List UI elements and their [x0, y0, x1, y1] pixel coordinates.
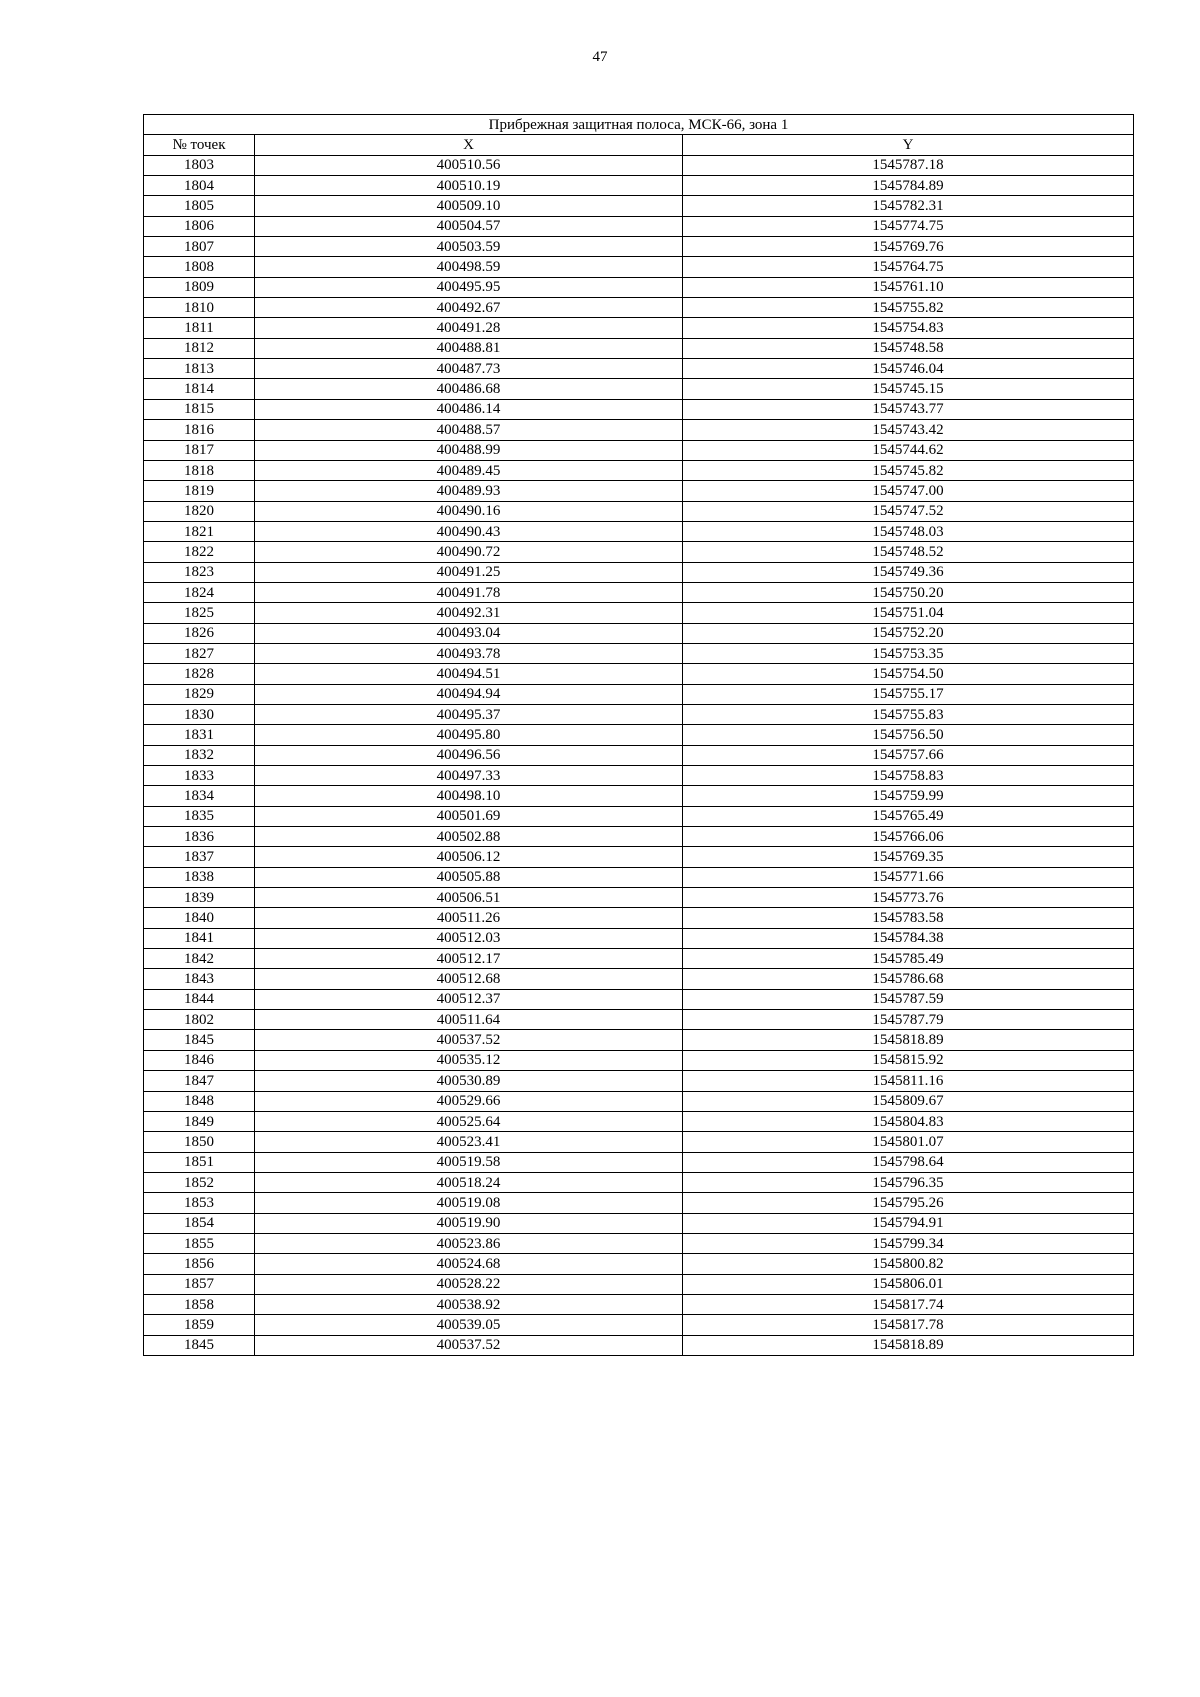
- x-cell: 400497.33: [255, 766, 683, 786]
- table-row: [144, 643, 1134, 663]
- y-cell: 1545755.17: [683, 684, 1134, 704]
- y-cell: 1545755.82: [683, 298, 1134, 318]
- x-cell: 400510.56: [255, 155, 683, 175]
- point-number-cell: 1842: [144, 949, 255, 969]
- point-number-cell: 1814: [144, 379, 255, 399]
- table-header-row: [144, 135, 1134, 155]
- x-cell: 400525.64: [255, 1111, 683, 1131]
- y-cell: 1545743.77: [683, 399, 1134, 419]
- x-cell: 400493.04: [255, 623, 683, 643]
- x-cell: 400489.93: [255, 481, 683, 501]
- table-row: [144, 420, 1134, 440]
- point-number-cell: 1854: [144, 1213, 255, 1233]
- point-number-cell: 1810: [144, 298, 255, 318]
- point-number-cell: 1832: [144, 745, 255, 765]
- x-cell: 400519.58: [255, 1152, 683, 1172]
- point-number-cell: 1839: [144, 888, 255, 908]
- x-cell: 400490.43: [255, 521, 683, 541]
- point-number-cell: 1836: [144, 827, 255, 847]
- table-row: [144, 257, 1134, 277]
- point-number-cell: 1855: [144, 1233, 255, 1253]
- y-cell: 1545745.82: [683, 460, 1134, 480]
- y-cell: 1545747.00: [683, 481, 1134, 501]
- x-cell: 400501.69: [255, 806, 683, 826]
- y-cell: 1545743.42: [683, 420, 1134, 440]
- point-number-cell: 1819: [144, 481, 255, 501]
- table-row: [144, 989, 1134, 1009]
- y-cell: 1545786.68: [683, 969, 1134, 989]
- y-cell: 1545817.78: [683, 1315, 1134, 1335]
- point-number-cell: 1823: [144, 562, 255, 582]
- table-row: [144, 216, 1134, 236]
- x-cell: 400498.59: [255, 257, 683, 277]
- table-row: [144, 1010, 1134, 1030]
- x-cell: 400509.10: [255, 196, 683, 216]
- y-cell: 1545749.36: [683, 562, 1134, 582]
- x-cell: 400486.14: [255, 399, 683, 419]
- table-row: [144, 338, 1134, 358]
- y-cell: 1545804.83: [683, 1111, 1134, 1131]
- point-number-cell: 1803: [144, 155, 255, 175]
- y-cell: 1545784.38: [683, 928, 1134, 948]
- point-number-cell: 1856: [144, 1254, 255, 1274]
- x-cell: 400510.19: [255, 176, 683, 196]
- table-row: [144, 582, 1134, 602]
- point-number-cell: 1835: [144, 806, 255, 826]
- column-header-point-number: № точек: [144, 135, 255, 155]
- point-number-cell: 1853: [144, 1193, 255, 1213]
- x-cell: 400506.12: [255, 847, 683, 867]
- point-number-cell: 1858: [144, 1294, 255, 1314]
- table-row: [144, 867, 1134, 887]
- table-row: [144, 1172, 1134, 1192]
- table-body: [144, 155, 1134, 1355]
- y-cell: 1545787.18: [683, 155, 1134, 175]
- table-row: [144, 1213, 1134, 1233]
- y-cell: 1545785.49: [683, 949, 1134, 969]
- x-cell: 400495.95: [255, 277, 683, 297]
- point-number-cell: 1834: [144, 786, 255, 806]
- table-row: [144, 786, 1134, 806]
- x-cell: 400523.86: [255, 1233, 683, 1253]
- table-row: [144, 562, 1134, 582]
- table-row: [144, 908, 1134, 928]
- table-row: [144, 806, 1134, 826]
- y-cell: 1545764.75: [683, 257, 1134, 277]
- x-cell: 400539.05: [255, 1315, 683, 1335]
- y-cell: 1545784.89: [683, 176, 1134, 196]
- y-cell: 1545755.83: [683, 704, 1134, 724]
- y-cell: 1545744.62: [683, 440, 1134, 460]
- y-cell: 1545746.04: [683, 359, 1134, 379]
- point-number-cell: 1828: [144, 664, 255, 684]
- table-row: [144, 949, 1134, 969]
- point-number-cell: 1845: [144, 1335, 255, 1355]
- point-number-cell: 1846: [144, 1050, 255, 1070]
- point-number-cell: 1806: [144, 216, 255, 236]
- y-cell: 1545798.64: [683, 1152, 1134, 1172]
- y-cell: 1545782.31: [683, 196, 1134, 216]
- point-number-cell: 1845: [144, 1030, 255, 1050]
- y-cell: 1545769.76: [683, 237, 1134, 257]
- x-cell: 400496.56: [255, 745, 683, 765]
- table-title: Прибрежная защитная полоса, МСК-66, зона 1: [144, 115, 1134, 135]
- x-cell: 400523.41: [255, 1132, 683, 1152]
- table-row: [144, 603, 1134, 623]
- y-cell: 1545752.20: [683, 623, 1134, 643]
- x-cell: 400494.94: [255, 684, 683, 704]
- table-row: [144, 542, 1134, 562]
- x-cell: 400490.72: [255, 542, 683, 562]
- x-cell: 400489.45: [255, 460, 683, 480]
- point-number-cell: 1851: [144, 1152, 255, 1172]
- table-row: [144, 318, 1134, 338]
- point-number-cell: 1852: [144, 1172, 255, 1192]
- x-cell: 400498.10: [255, 786, 683, 806]
- y-cell: 1545748.58: [683, 338, 1134, 358]
- y-cell: 1545809.67: [683, 1091, 1134, 1111]
- y-cell: 1545806.01: [683, 1274, 1134, 1294]
- point-number-cell: 1843: [144, 969, 255, 989]
- table-row: [144, 1254, 1134, 1274]
- point-number-cell: 1837: [144, 847, 255, 867]
- table-row: [144, 766, 1134, 786]
- x-cell: 400491.78: [255, 582, 683, 602]
- point-number-cell: 1838: [144, 867, 255, 887]
- table-row: [144, 1315, 1134, 1335]
- y-cell: 1545795.26: [683, 1193, 1134, 1213]
- x-cell: 400511.26: [255, 908, 683, 928]
- table-row: [144, 359, 1134, 379]
- point-number-cell: 1849: [144, 1111, 255, 1131]
- table-title-row: [144, 115, 1134, 135]
- table-row: [144, 847, 1134, 867]
- point-number-cell: 1811: [144, 318, 255, 338]
- y-cell: 1545754.83: [683, 318, 1134, 338]
- point-number-cell: 1807: [144, 237, 255, 257]
- y-cell: 1545765.49: [683, 806, 1134, 826]
- x-cell: 400511.64: [255, 1010, 683, 1030]
- point-number-cell: 1824: [144, 582, 255, 602]
- x-cell: 400504.57: [255, 216, 683, 236]
- table-row: [144, 1030, 1134, 1050]
- y-cell: 1545747.52: [683, 501, 1134, 521]
- table-row: [144, 1335, 1134, 1355]
- y-cell: 1545818.89: [683, 1335, 1134, 1355]
- y-cell: 1545773.76: [683, 888, 1134, 908]
- x-cell: 400537.52: [255, 1335, 683, 1355]
- point-number-cell: 1840: [144, 908, 255, 928]
- y-cell: 1545759.99: [683, 786, 1134, 806]
- point-number-cell: 1822: [144, 542, 255, 562]
- point-number-cell: 1850: [144, 1132, 255, 1152]
- y-cell: 1545771.66: [683, 867, 1134, 887]
- point-number-cell: 1848: [144, 1091, 255, 1111]
- point-number-cell: 1830: [144, 704, 255, 724]
- y-cell: 1545758.83: [683, 766, 1134, 786]
- table-row: [144, 1274, 1134, 1294]
- table-row: [144, 623, 1134, 643]
- table-row: [144, 684, 1134, 704]
- y-cell: 1545761.10: [683, 277, 1134, 297]
- x-cell: 400493.78: [255, 643, 683, 663]
- point-number-cell: 1804: [144, 176, 255, 196]
- table-row: [144, 176, 1134, 196]
- x-cell: 400535.12: [255, 1050, 683, 1070]
- point-number-cell: 1808: [144, 257, 255, 277]
- y-cell: 1545818.89: [683, 1030, 1134, 1050]
- y-cell: 1545757.66: [683, 745, 1134, 765]
- y-cell: 1545800.82: [683, 1254, 1134, 1274]
- x-cell: 400519.08: [255, 1193, 683, 1213]
- point-number-cell: 1847: [144, 1071, 255, 1091]
- y-cell: 1545787.79: [683, 1010, 1134, 1030]
- table-row: [144, 379, 1134, 399]
- x-cell: 400512.68: [255, 969, 683, 989]
- x-cell: 400492.31: [255, 603, 683, 623]
- table-row: [144, 521, 1134, 541]
- point-number-cell: 1831: [144, 725, 255, 745]
- table-row: [144, 1233, 1134, 1253]
- y-cell: 1545748.03: [683, 521, 1134, 541]
- point-number-cell: 1815: [144, 399, 255, 419]
- y-cell: 1545817.74: [683, 1294, 1134, 1314]
- table-row: [144, 1071, 1134, 1091]
- point-number-cell: 1805: [144, 196, 255, 216]
- point-number-cell: 1818: [144, 460, 255, 480]
- x-cell: 400538.92: [255, 1294, 683, 1314]
- y-cell: 1545801.07: [683, 1132, 1134, 1152]
- table-row: [144, 969, 1134, 989]
- table-row: [144, 827, 1134, 847]
- x-cell: 400491.28: [255, 318, 683, 338]
- x-cell: 400495.37: [255, 704, 683, 724]
- point-number-cell: 1817: [144, 440, 255, 460]
- table-row: [144, 1132, 1134, 1152]
- y-cell: 1545769.35: [683, 847, 1134, 867]
- table-row: [144, 440, 1134, 460]
- table-row: [144, 1091, 1134, 1111]
- table-row: [144, 196, 1134, 216]
- x-cell: 400492.67: [255, 298, 683, 318]
- table-row: [144, 481, 1134, 501]
- table-row: [144, 1193, 1134, 1213]
- table-row: [144, 501, 1134, 521]
- point-number-cell: 1827: [144, 643, 255, 663]
- x-cell: 400537.52: [255, 1030, 683, 1050]
- point-number-cell: 1816: [144, 420, 255, 440]
- table-row: [144, 155, 1134, 175]
- y-cell: 1545774.75: [683, 216, 1134, 236]
- x-cell: 400488.81: [255, 338, 683, 358]
- x-cell: 400486.68: [255, 379, 683, 399]
- x-cell: 400488.99: [255, 440, 683, 460]
- y-cell: 1545794.91: [683, 1213, 1134, 1233]
- x-cell: 400518.24: [255, 1172, 683, 1192]
- column-header-x: X: [255, 135, 683, 155]
- point-number-cell: 1812: [144, 338, 255, 358]
- y-cell: 1545750.20: [683, 582, 1134, 602]
- y-cell: 1545753.35: [683, 643, 1134, 663]
- y-cell: 1545745.15: [683, 379, 1134, 399]
- y-cell: 1545756.50: [683, 725, 1134, 745]
- x-cell: 400524.68: [255, 1254, 683, 1274]
- x-cell: 400528.22: [255, 1274, 683, 1294]
- y-cell: 1545811.16: [683, 1071, 1134, 1091]
- table-row: [144, 704, 1134, 724]
- y-cell: 1545796.35: [683, 1172, 1134, 1192]
- point-number-cell: 1813: [144, 359, 255, 379]
- x-cell: 400530.89: [255, 1071, 683, 1091]
- y-cell: 1545783.58: [683, 908, 1134, 928]
- x-cell: 400495.80: [255, 725, 683, 745]
- table-row: [144, 725, 1134, 745]
- column-header-y: Y: [683, 135, 1134, 155]
- point-number-cell: 1844: [144, 989, 255, 1009]
- table-row: [144, 888, 1134, 908]
- point-number-cell: 1821: [144, 521, 255, 541]
- x-cell: 400488.57: [255, 420, 683, 440]
- table-row: [144, 1294, 1134, 1314]
- table-row: [144, 745, 1134, 765]
- x-cell: 400503.59: [255, 237, 683, 257]
- point-number-cell: 1820: [144, 501, 255, 521]
- x-cell: 400494.51: [255, 664, 683, 684]
- point-number-cell: 1829: [144, 684, 255, 704]
- page-number: 47: [592, 49, 608, 65]
- x-cell: 400491.25: [255, 562, 683, 582]
- table-row: [144, 928, 1134, 948]
- y-cell: 1545751.04: [683, 603, 1134, 623]
- y-cell: 1545799.34: [683, 1233, 1134, 1253]
- x-cell: 400490.16: [255, 501, 683, 521]
- table-row: [144, 399, 1134, 419]
- point-number-cell: 1857: [144, 1274, 255, 1294]
- x-cell: 400506.51: [255, 888, 683, 908]
- y-cell: 1545766.06: [683, 827, 1134, 847]
- y-cell: 1545748.52: [683, 542, 1134, 562]
- x-cell: 400529.66: [255, 1091, 683, 1111]
- point-number-cell: 1809: [144, 277, 255, 297]
- table-row: [144, 664, 1134, 684]
- point-number-cell: 1825: [144, 603, 255, 623]
- point-number-cell: 1859: [144, 1315, 255, 1335]
- point-number-cell: 1833: [144, 766, 255, 786]
- table-row: [144, 1111, 1134, 1131]
- point-number-cell: 1802: [144, 1010, 255, 1030]
- x-cell: 400487.73: [255, 359, 683, 379]
- point-number-cell: 1841: [144, 928, 255, 948]
- x-cell: 400505.88: [255, 867, 683, 887]
- table-row: [144, 1152, 1134, 1172]
- x-cell: 400512.17: [255, 949, 683, 969]
- x-cell: 400519.90: [255, 1213, 683, 1233]
- table-row: [144, 277, 1134, 297]
- table-row: [144, 237, 1134, 257]
- coordinates-table: [143, 114, 1134, 1356]
- x-cell: 400512.03: [255, 928, 683, 948]
- point-number-cell: 1826: [144, 623, 255, 643]
- table-row: [144, 460, 1134, 480]
- y-cell: 1545787.59: [683, 989, 1134, 1009]
- table-row: [144, 1050, 1134, 1070]
- table-row: [144, 298, 1134, 318]
- x-cell: 400512.37: [255, 989, 683, 1009]
- x-cell: 400502.88: [255, 827, 683, 847]
- y-cell: 1545815.92: [683, 1050, 1134, 1070]
- y-cell: 1545754.50: [683, 664, 1134, 684]
